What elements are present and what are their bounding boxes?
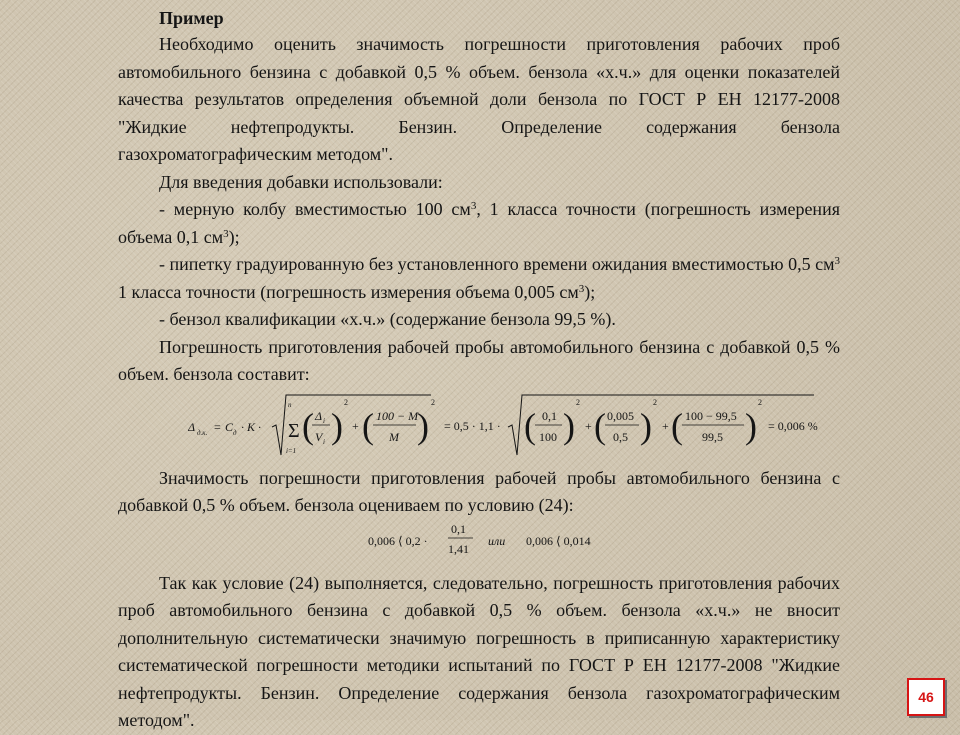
exp-4: 2 bbox=[653, 397, 657, 407]
error-intro-paragraph: Погрешность приготовления рабочей пробы автомобильного бензина с добавкой 0,5 % объем. бензола составит: bbox=[118, 336, 840, 384]
condition-den: 1,41 bbox=[448, 541, 469, 556]
sum-sign: Σ bbox=[288, 419, 300, 442]
f4-den: 0,5 bbox=[613, 429, 628, 444]
frac2-den: M bbox=[389, 429, 399, 444]
flask-text-c: ); bbox=[228, 226, 240, 247]
exp-5: 2 bbox=[758, 397, 762, 407]
formula-lhs-sub: д.к. bbox=[197, 428, 208, 437]
f5-den: 99,5 bbox=[702, 429, 723, 444]
sum-top: n bbox=[288, 400, 292, 409]
page-number: 46 bbox=[918, 689, 934, 705]
intro-paragraph: Необходимо оценить значимость погрешности приготовления рабочих проб автомобильного бензина с добавкой 0,5 % объем. бензола «х.ч.» для оценки показателей качества результатов определения объемной доли бензола по ГОСТ Р ЕН 12177-2008 "Жидкие нефтепродукты. Бензин. Определение содержания бензола газохроматографическим методом". bbox=[118, 34, 840, 164]
flask-item bbox=[118, 196, 840, 251]
benzene-item: - бензол квалификации «х.ч.» (содержание бензола 99,5 %). bbox=[159, 309, 616, 329]
paren-open-4: ( bbox=[594, 405, 606, 446]
conclusion-paragraph: Так как условие (24) выполняется, следовательно, погрешность приготовления рабочих проб автомобильного бензина с добавкой 0,5 % объем. бензола «х.ч.» не вносит дополнительную систематически значимую погрешность в приписанную характеристику систематической погрешности методики испытаний по ГОСТ Р ЕН 12177-2008 "Жидкие нефтепродукты. Бензин. Определение содержания бензола газохроматографическим методом". bbox=[118, 572, 840, 730]
paren-open-3: ( bbox=[524, 405, 536, 446]
plus-2: + bbox=[585, 418, 592, 433]
f3-num: 0,1 bbox=[542, 408, 557, 423]
formula-dot-k: · K · bbox=[241, 419, 262, 434]
slide-content bbox=[118, 6, 840, 735]
cm3-superscript: 3 bbox=[578, 282, 585, 295]
formula-eq: = bbox=[214, 419, 221, 434]
example-heading: Пример bbox=[159, 8, 224, 28]
exp-3: 2 bbox=[576, 397, 580, 407]
significance-paragraph: Значимость погрешности приготовления рабочей пробы автомобильного бензина с добавкой 0,5 % объем. бензола оцениваем по условию (24): bbox=[118, 467, 840, 515]
condition-formula bbox=[118, 520, 840, 566]
condition-word: или bbox=[488, 533, 506, 548]
f4-num: 0,005 bbox=[607, 408, 634, 423]
paren-open-1: ( bbox=[302, 405, 314, 446]
frac1-num-sub: i bbox=[323, 416, 325, 425]
paren-close-3: ) bbox=[563, 405, 575, 446]
paren-close-1: ) bbox=[331, 405, 343, 446]
exp-1: 2 bbox=[344, 397, 348, 407]
error-formula bbox=[118, 391, 840, 461]
pipette-item bbox=[118, 251, 840, 306]
paren-close-5: ) bbox=[745, 405, 757, 446]
condition-left: 0,006 ⟨ 0,2 · bbox=[368, 533, 428, 548]
formula-c-sub: д bbox=[233, 428, 237, 437]
cm3-superscript: 3 bbox=[223, 227, 229, 240]
paren-close-2: ) bbox=[417, 405, 429, 446]
pipette-text-c: ); bbox=[584, 281, 596, 302]
condition-num: 0,1 bbox=[451, 521, 466, 536]
condition-formula-svg bbox=[368, 520, 628, 566]
sum-bottom: i=1 bbox=[286, 446, 297, 455]
plus-3: + bbox=[662, 418, 669, 433]
formula-lhs: Δ bbox=[188, 419, 196, 434]
flask-text-b: , 1 класса точности (погрешность измерения объема 0,1 см bbox=[118, 199, 840, 247]
page-number-box bbox=[907, 678, 945, 716]
plus-1: + bbox=[352, 418, 359, 433]
condition-right: 0,006 ⟨ 0,014 bbox=[526, 533, 591, 548]
f5-num: 100 − 99,5 bbox=[685, 408, 737, 423]
frac2-num: 100 − M bbox=[376, 408, 419, 423]
pipette-text-a: - пипетку градуированную без установленного времени ожидания вместимостью 0,5 см bbox=[159, 254, 835, 274]
flask-text-a: - мерную колбу вместимостью 100 см bbox=[159, 199, 471, 219]
formula-result: = 0,006 % bbox=[768, 418, 818, 433]
paren-close-4: ) bbox=[640, 405, 652, 446]
paren-open-2: ( bbox=[362, 405, 374, 446]
equipment-intro: Для введения добавки использовали: bbox=[159, 171, 443, 192]
pipette-text-b: 1 класса точности (погрешность измерения объема 0,005 см bbox=[118, 281, 579, 302]
formula-mid: = 0,5 · 1,1 · bbox=[444, 418, 501, 433]
frac1-num: Δ bbox=[315, 408, 323, 423]
f3-den: 100 bbox=[539, 429, 557, 444]
paren-open-5: ( bbox=[671, 405, 683, 446]
frac1-den: V bbox=[315, 429, 323, 444]
cm3-superscript: 3 bbox=[834, 255, 840, 267]
error-formula-svg bbox=[188, 391, 818, 461]
formula-c: C bbox=[225, 419, 234, 434]
exp-2: 2 bbox=[431, 397, 435, 407]
frac1-den-sub: i bbox=[323, 437, 325, 446]
cm3-superscript: 3 bbox=[470, 200, 477, 212]
